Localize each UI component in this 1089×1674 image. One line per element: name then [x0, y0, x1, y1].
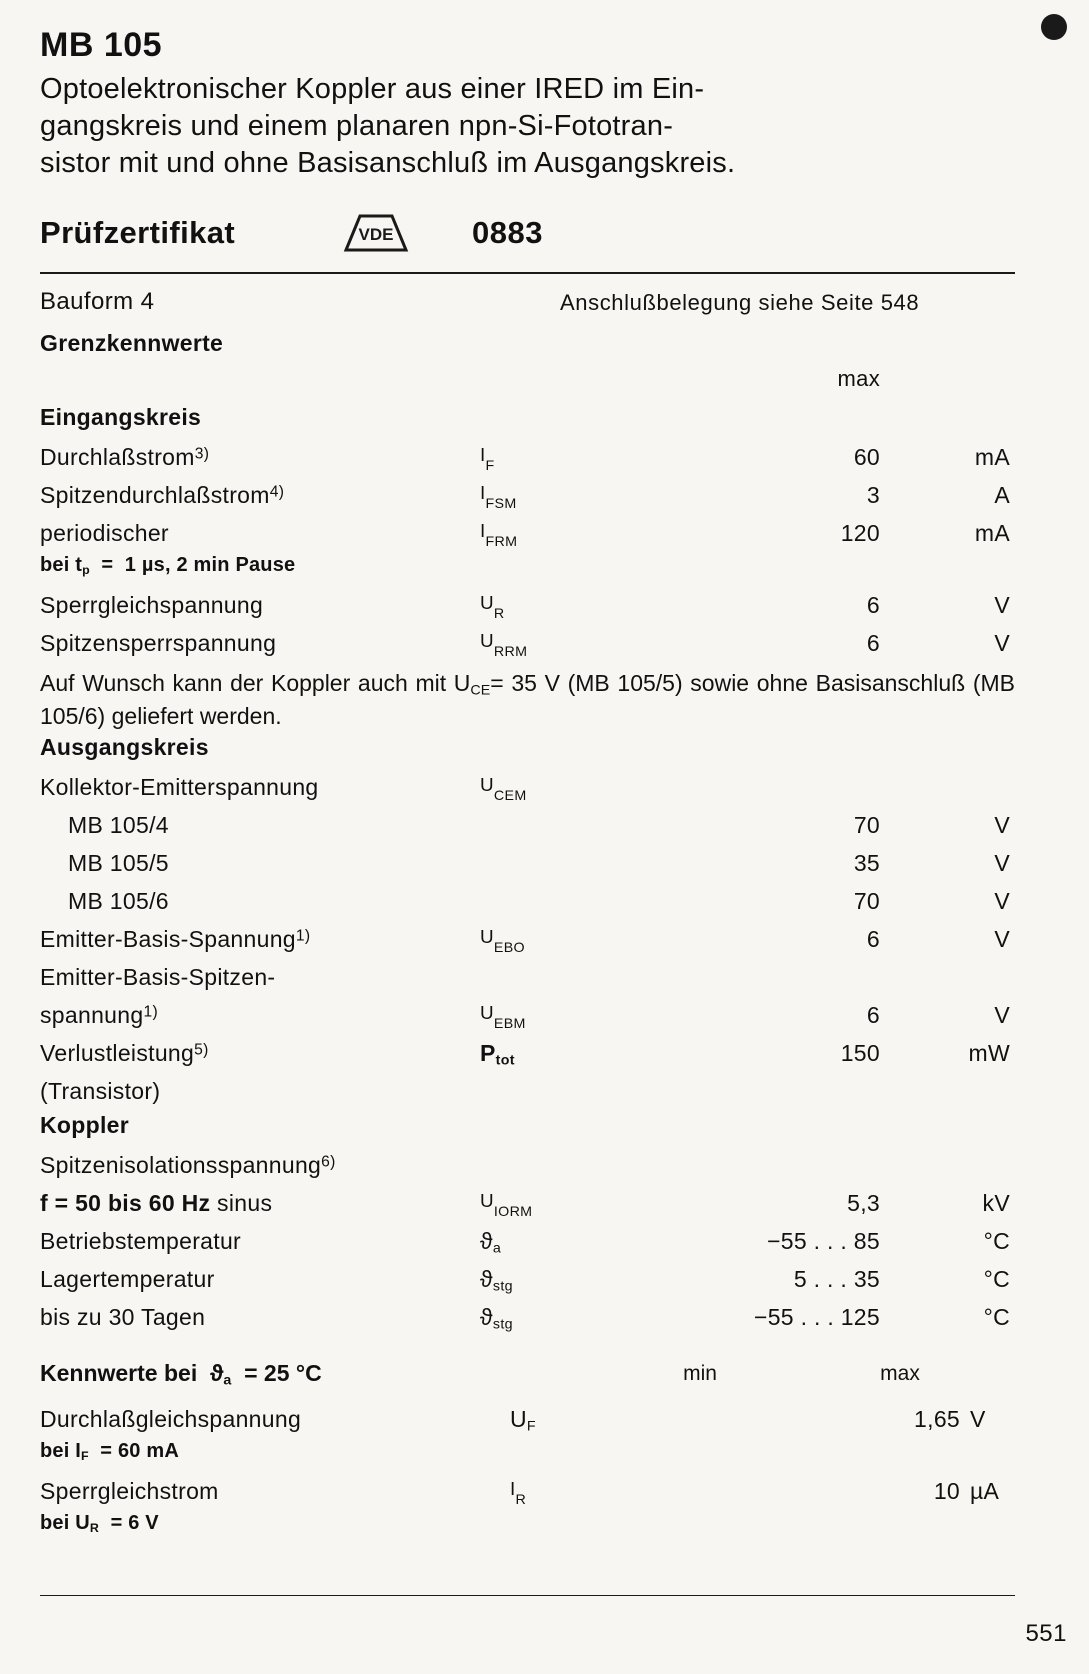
table-row — [40, 1474, 1050, 1512]
param-unit: V — [994, 926, 1010, 953]
table-row — [40, 440, 1050, 478]
anschlussbelegung-note: Anschlußbelegung siehe Seite 548 — [560, 290, 920, 316]
param-value: 70 — [853, 888, 880, 915]
section-eingangskreis: Eingangskreis — [40, 404, 202, 431]
table-row — [40, 808, 1050, 846]
param-symbol: $^U_{IORM}$ — [480, 1190, 533, 1221]
param-symbol: $^U_R$ — [480, 592, 505, 623]
param-name: Durchlaßstrom$^{3)}$ — [40, 444, 210, 471]
param-name: Sperrgleichstrom — [40, 1478, 219, 1505]
table-row — [40, 1224, 1050, 1262]
param-unit: V — [994, 630, 1010, 657]
param-name: Spitzenisolationsspannung$^{6)}$ — [40, 1152, 336, 1179]
param-name: Spitzendurchlaßstrom$^{4)}$ — [40, 482, 285, 509]
param-value: 150 — [840, 1040, 880, 1067]
param-unit: mW — [968, 1040, 1010, 1067]
max-header-row — [40, 366, 1050, 404]
param-name: MB 105/6 — [68, 888, 169, 915]
param-name: MB 105/5 — [68, 850, 169, 877]
max-column-label-2: max — [880, 1362, 920, 1386]
table-row — [40, 1262, 1050, 1300]
header-divider — [40, 272, 1015, 274]
param-symbol: $^I_{FRM}$ — [480, 520, 518, 551]
vde-logo-icon — [340, 210, 412, 256]
table-row — [40, 922, 1050, 960]
param-value: 6 — [866, 630, 880, 657]
svg-text:VDE: VDE — [358, 225, 394, 245]
param-unit: V — [994, 812, 1010, 839]
param-unit: °C — [983, 1228, 1010, 1255]
param-value: 35 — [853, 850, 880, 877]
description-line-3: sistor mit und ohne Basisanschluß im Ausgangskreis. — [40, 147, 736, 180]
param-symbol: $^I_R$ — [510, 1478, 527, 1509]
table-row — [40, 1186, 1050, 1224]
param-unit: V — [994, 592, 1010, 619]
param-name: Lagertemperatur — [40, 1266, 215, 1293]
optional-variant-note: Auf Wunsch kann der Koppler auch mit $U_{CE}= 35$ V (MB 105/5) sowie ohne Basisanschluß (MB 105/6) geliefert werden. — [40, 670, 1015, 730]
condition-if: bei $I_F = 60$ mA — [40, 1440, 179, 1464]
param-symbol: $^U_{EBO}$ — [480, 926, 525, 957]
page-title: MB 105 — [40, 26, 163, 64]
section-ausgangskreis: Ausgangskreis — [40, 734, 209, 761]
param-unit: mA — [974, 444, 1010, 471]
table-row — [40, 588, 1050, 626]
page-content — [40, 26, 1050, 1546]
kennwerte-header — [40, 1356, 1050, 1402]
param-value: 10 — [933, 1478, 960, 1505]
table-row — [40, 884, 1050, 922]
param-name: bis zu 30 Tagen — [40, 1304, 206, 1331]
bauform-label: Bauform 4 — [40, 288, 155, 316]
param-symbol: $U_F$ — [510, 1406, 536, 1435]
page-number: 551 — [1025, 1620, 1067, 1647]
param-name: Spitzensperrspannung — [40, 630, 277, 657]
param-name: Emitter-Basis-Spitzen- — [40, 964, 276, 991]
param-symbol: $ϑ_{stg}$ — [480, 1266, 513, 1295]
section-koppler: Koppler — [40, 1112, 129, 1139]
param-name: Betriebstemperatur — [40, 1228, 241, 1255]
param-unit: V — [994, 1002, 1010, 1029]
bauform-row — [40, 288, 1050, 330]
param-unit: V — [970, 1406, 986, 1433]
max-column-label: max — [837, 366, 880, 392]
param-value: 120 — [840, 520, 880, 547]
param-symbol: $^I_F$ — [480, 444, 495, 475]
condition-tp: bei $t_p = 1$ µs, 2 min Pause — [40, 554, 296, 578]
param-name: MB 105/4 — [68, 812, 169, 839]
param-unit: kV — [982, 1190, 1010, 1217]
table-row — [40, 478, 1050, 516]
param-symbol: $^I_{FSM}$ — [480, 482, 517, 513]
param-value: 70 — [853, 812, 880, 839]
table-row — [40, 1074, 1050, 1112]
param-symbol: $^U_{CEM}$ — [480, 774, 527, 805]
param-value: 5 . . . 35 — [793, 1266, 880, 1293]
param-unit: mA — [974, 520, 1010, 547]
table-row — [40, 1300, 1050, 1338]
param-value: −55 . . . 125 — [753, 1304, 880, 1331]
param-unit: V — [994, 850, 1010, 877]
param-symbol: $^U_{RRM}$ — [480, 630, 528, 661]
min-column-label: min — [683, 1362, 717, 1386]
param-name: (Transistor) — [40, 1078, 161, 1105]
param-value: 3 — [866, 482, 880, 509]
certificate-label: Prüfzertifikat — [40, 215, 236, 251]
description-line-2: gangskreis und einem planaren npn-Si-Fototran- — [40, 110, 674, 143]
section-grenzkennwerte: Grenzkennwerte — [40, 330, 224, 357]
table-row — [40, 516, 1050, 554]
param-value: 1,65 — [914, 1406, 960, 1433]
param-name: Sperrgleichspannung — [40, 592, 264, 619]
param-unit: V — [994, 888, 1010, 915]
param-name: f = 50 bis 60 Hz sinus — [40, 1190, 273, 1217]
param-unit: °C — [983, 1304, 1010, 1331]
table-row — [40, 846, 1050, 884]
param-name: Emitter-Basis-Spannung$^{1)}$ — [40, 926, 311, 953]
table-row — [40, 1148, 1050, 1186]
param-symbol: $^U_{EBM}$ — [480, 1002, 526, 1033]
param-name: periodischer — [40, 520, 169, 547]
param-value: −55 . . . 85 — [767, 1228, 880, 1255]
param-unit: µA — [970, 1478, 1000, 1505]
table-row — [40, 1402, 1050, 1440]
footer-divider — [40, 1595, 1015, 1596]
table-row — [40, 770, 1050, 808]
description-line-1: Optoelektronischer Koppler aus einer IRED im Ein- — [40, 73, 705, 105]
param-value: 60 — [853, 444, 880, 471]
param-symbol: $ϑ_a$ — [480, 1228, 502, 1257]
param-name: Verlustleistung$^{5)}$ — [40, 1040, 209, 1067]
param-value: 6 — [866, 926, 880, 953]
param-symbol: $P_{tot}$ — [480, 1040, 515, 1069]
table-row — [40, 998, 1050, 1036]
kennwerte-label: Kennwerte bei $ϑ_a = 25$ °C — [40, 1360, 322, 1389]
param-name: Durchlaßgleichspannung — [40, 1406, 302, 1433]
param-name: Kollektor-Emitterspannung — [40, 774, 319, 801]
certificate-row — [40, 210, 1050, 256]
condition-ur: bei $U_R = 6$ V — [40, 1512, 159, 1536]
product-description — [40, 71, 1015, 182]
table-row — [40, 626, 1050, 664]
param-value: 6 — [866, 592, 880, 619]
certificate-number: 0883 — [472, 215, 543, 251]
param-symbol: $ϑ_{stg}$ — [480, 1304, 513, 1333]
table-row — [40, 960, 1050, 998]
param-value: 6 — [866, 1002, 880, 1029]
param-unit: °C — [983, 1266, 1010, 1293]
param-name: spannung$^{1)}$ — [40, 1002, 158, 1029]
table-row — [40, 1036, 1050, 1074]
param-value: 5,3 — [847, 1190, 880, 1217]
param-unit: A — [994, 482, 1010, 509]
